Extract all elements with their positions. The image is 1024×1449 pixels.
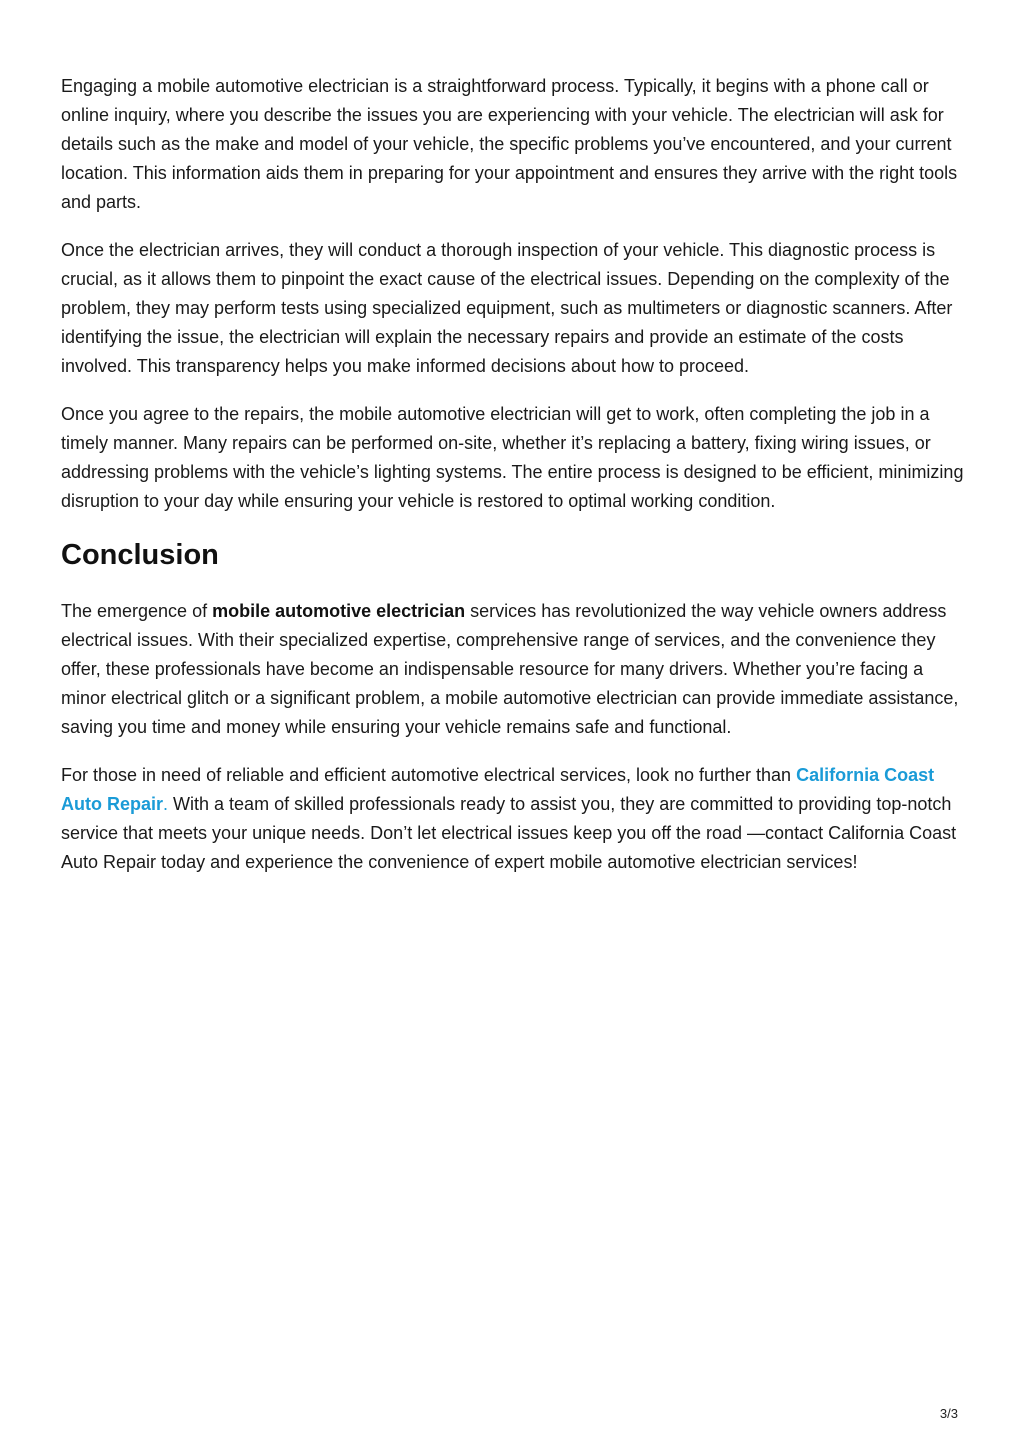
paragraph-inspection: Once the electrician arrives, they will conduct a thorough inspection of your vehicle. This diagnostic process is crucial, as it allows them to pinpoint the exact cause of the electrical issues. Depending on the complexity of the problem, they may perform tests using specialized equipment, such as multimeters or diagnostic scanners. After identifying the issue, the electrician will explain the necessary repairs and provide an estimate of the costs involved. This transparency helps you make informed decisions about how to proceed. xyxy=(61,240,953,376)
conclusion-heading: Conclusion xyxy=(61,539,219,571)
bold-keyword: mobile automotive electrician xyxy=(212,601,466,621)
text-segment: For those in need of reliable and efficient automotive electrical services, look no further than xyxy=(61,765,797,785)
text-segment: With a team of skilled professionals ready to assist you, they are committed to providing top-notch service that meets your unique needs. Don’t let electrical issues keep you off the road —contact California Coast Auto Repair today and experience the convenience of expert mobile automotive electrician services! xyxy=(61,794,957,872)
paragraph-conclusion-contact xyxy=(61,761,966,877)
paragraph-conclusion-emergence xyxy=(61,597,966,742)
document-body xyxy=(61,72,966,896)
paragraph-repairs: Once you agree to the repairs, the mobile automotive electrician will get to work, often completing the job in a timely manner. Many repairs can be performed on-site, whether it’s replacing a battery, fixing wiring issues, or addressing problems with the vehicle’s lighting systems. The entire process is designed to be efficient, minimizing disruption to your day while ensuring your vehicle is restored to optimal working condition. xyxy=(61,404,964,511)
text-segment: The emergence of xyxy=(61,601,213,621)
california-coast-auto-repair-link[interactable]: California Coast Auto Repair xyxy=(61,765,935,814)
paragraph-engaging-process: Engaging a mobile automotive electrician is a straightforward process. Typically, it begins with a phone call or online inquiry, where you describe the issues you are experiencing with your vehicle. The electrician will ask for details such as the make and model of your vehicle, the specific problems you’ve encountered, and your current location. This information aids them in preparing for your appointment and ensures they arrive with the right tools and parts. xyxy=(61,76,958,212)
text-segment: services has revolutionized the way vehicle owners address electrical issues. With their specialized expertise, comprehensive range of services, and the convenience they offer, these professionals have become an indispensable resource for many drivers. Whether you’re facing a minor electrical glitch or a significant problem, a mobile automotive electrician can provide immediate assistance, saving you time and money while ensuring your vehicle remains safe and functional. xyxy=(61,601,959,737)
link-period: . xyxy=(163,794,169,814)
page-number: 3/3 xyxy=(939,1406,958,1421)
